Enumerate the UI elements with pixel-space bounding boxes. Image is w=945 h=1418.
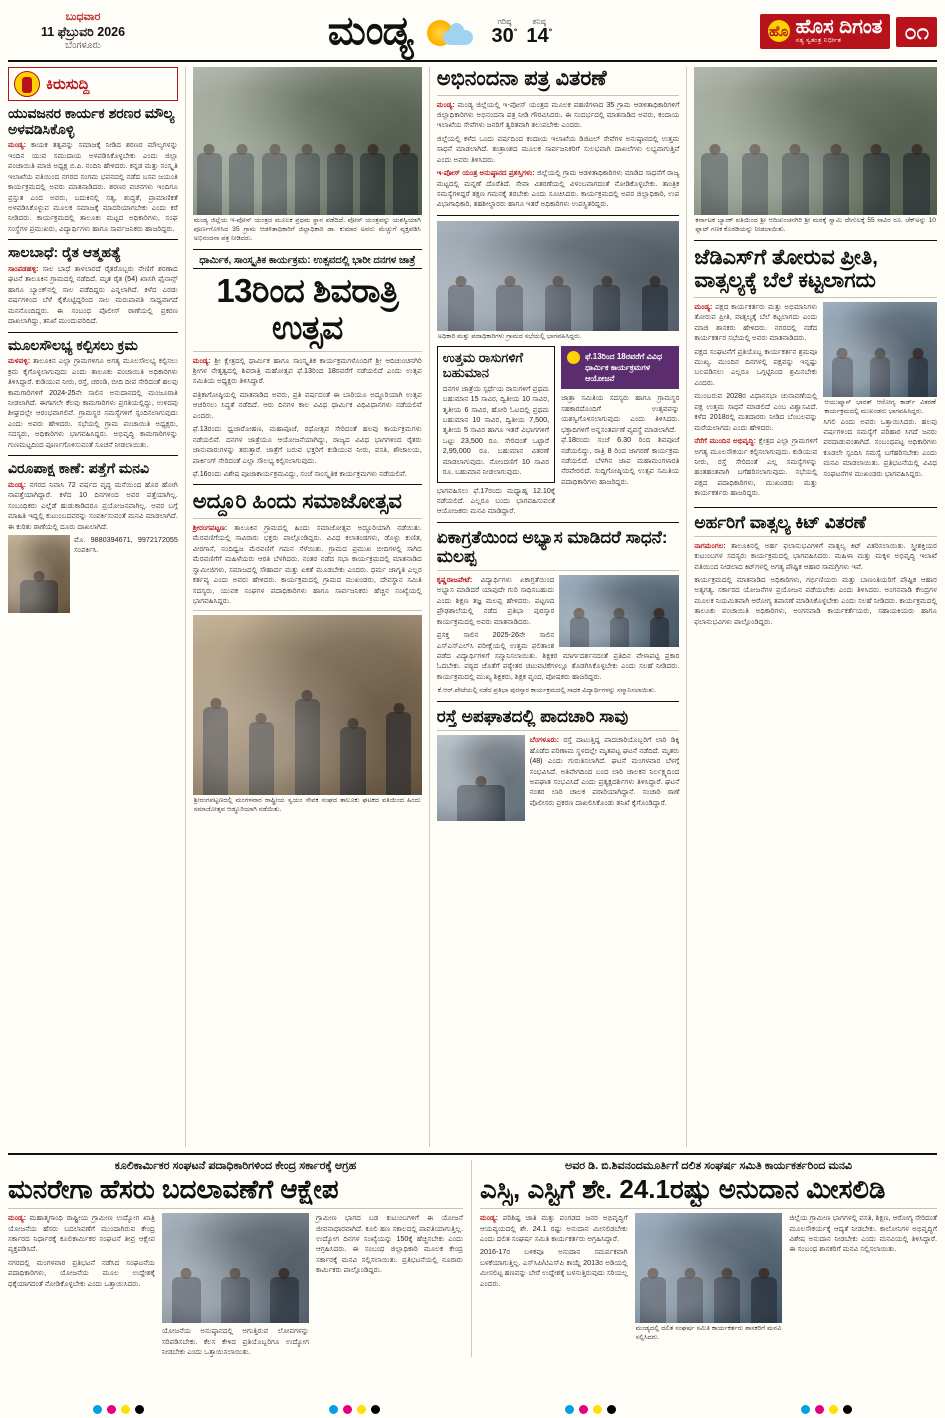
page-number: ೦೧ [896, 17, 937, 47]
brief-4-text: ನಗರದ ನಿವಾಸಿ 72 ವರ್ಷದ ವೃದ್ಧ ಮನೆಯಿಂದ ಹೊರ ಹೋಗಿ ನಾಪತ್ತೆಯಾಗಿದ್ದಾರೆ. ಕಳೆದ 10 ದಿನಗಳಿಂದ ಅವರ ಪತ್ತೆಯಾಗಿಲ್ಲ. ಸಂಬಂಧಿಕರು ಎಲ್ಲೆಡೆ ಹುಡುಕಾಡಿದರೂ ಪ್ರಯೋಜನವಾಗಿಲ್ಲ. ಅವರ ಬಗ್ಗೆ ಮಾಹಿತಿ ಇದ್ದಲ್ಲಿ ಕುಟುಂಬದವರನ್ನು ಸಂಪರ್ಕಿಸುವಂತೆ ಮನವಿ ಮಾಡಲಾಗಿದೆ. ಈ ಕುರಿತು ಠಾಣೆಯಲ್ಲಿ ದೂರು ದಾಖಲಾಗಿದೆ. [8, 479, 178, 531]
main-body-4: ಫೆ.16ರಂದು ವಿಶೇಷ ಪೂಜಾಕಾರ್ಯಕ್ರಮವಿದ್ದು, ಸಂಜೆ ಸಾಂಸ್ಕೃತಿಕ ಕಾರ್ಯಕ್ರಮಗಳು ನಡೆಯಲಿವೆ. [192, 468, 407, 478]
brand-name: ಹೊಸ ದಿಗಂತ [795, 16, 883, 38]
cloud-icon [443, 30, 473, 45]
abhinandana-headline: ಅಭಿನಂದನಾ ಪತ್ರ ವಿತರಣೆ [436, 67, 607, 90]
divider-1 [8, 239, 178, 240]
abhinandana-body-1: ಮಂಡ್ಯ ಜಿಲ್ಲೆಯಲ್ಲಿ ಇ-ಪೋಸ್ ಯಂತ್ರದ ಮೂಲಕ ಪಹಣಿಗಳಾದ 35 ಗ್ರಾಮ ಆಡಳಿತಾಧಿಕಾರಿಗಳಿಗೆ ಜಿಲ್ಲಾಧಿಕಾರಿಗಳು ಅಭಿನಂದನಾ ಪತ್ರ ನೀಡಿ ಗೌರವಿಸಿದರು. ಈ ಸಂದರ್ಭದಲ್ಲಿ ಮಾತನಾಡಿದ ಅವರು, ಕಂದಾಯ ಇಲಾಖೆಯ ಸೇವೆಗಳು ಜನರಿಗೆ ತ್ವರಿತವಾಗಿ ತಲುಪಬೇಕು ಎಂದರು. [436, 99, 680, 130]
jds-body-2: ಪಕ್ಷದ ಸಂಘಟನೆಗೆ ಪ್ರತಿಯೊಬ್ಬ ಕಾರ್ಯಕರ್ತನ ಶ್ರಮವೂ ಮುಖ್ಯ. ಮುಂದಿನ ದಿನಗಳಲ್ಲಿ ಪಕ್ಷವನ್ನು ಇನ್ನಷ್ಟು ಬಲಪಡಿಸಲು ಎಲ್ಲರೂ ಒಗ್ಗಟ್ಟಿನಿಂದ ಶ್ರಮಿಸಬೇಕು ಎಂದರು. [694, 346, 818, 387]
award-box-footer: ಭಾಗವಹಿಸಲು ಫೆ.17ರಂದು ಮಧ್ಯಾಹ್ನ 12.10ಕ್ಕೆ ನಡೆಯಲಿದೆ. ಎಲ್ಲರೂ ಬಂದು ಭಾಗವಹಿಸುವಂತೆ ಆಯೋಜಕರು ಮನವಿ ಮಾಡಿದ್ದಾರೆ. [436, 485, 556, 516]
kirusudhi-label: ಕಿರುಸುದ್ದಿ [46, 75, 90, 93]
weather-min-label: ಕನಿಷ್ಠ [532, 16, 547, 26]
nrega-overline: ಕೂಲಿಕಾರ್ಮಿಕರ ಸಂಘಟನೆ ಪದಾಧಿಕಾರಿಗಳಿಂದ ಕೇಂದ್ರ ಸರ್ಕಾರಕ್ಕೆ ಆಗ್ರಹ [114, 1160, 357, 1172]
content-columns [8, 67, 937, 1147]
brief-3-lead: ಮಳವಳ್ಳಿ: [8, 356, 31, 366]
bottom-right-story [480, 1160, 937, 1357]
brief-3-body [8, 356, 178, 450]
brief-1-body [8, 140, 178, 234]
brief-4-lead: ಮಂಡ್ಯ: [8, 479, 26, 489]
vatsalya-body [694, 541, 937, 628]
brand-logo [760, 14, 891, 49]
nrega-text-2: ನಗರದಲ್ಲಿ ಮಂಗಳವಾರ ಪ್ರತಿಭಟನೆ ನಡೆಸಿದ ಸಂಘಟನೆಯ ಪದಾಧಿಕಾರಿಗಳು, ಯೋಜನೆಯ ಮೂಲ ಉದ್ದೇಶಕ್ಕೆ ಧಕ್ಕೆಯಾಗದಂತೆ ನೋಡಿಕೊಳ್ಳಬೇಕು ಎಂದು ಒತ್ತಾಯಿಸಿದರು. [8, 1257, 155, 1288]
jds-col-1 [694, 302, 817, 502]
nrega-text-4: ಯೋಜನೆಯ ಅನುಷ್ಠಾನದಲ್ಲಿ ಆಗುತ್ತಿರುವ ಲೋಪಗಳನ್ನು ಸರಿಪಡಿಸಬೇಕು. ಕೆಲಸ ಕೇಳಿದ ಪ್ರತಿಯೊಬ್ಬರಿಗೂ ಉದ್ಯೋಗ ನೀಡಬೇಕು ಎಂದು ಒತ್ತಾಯಿಸಲಾಯಿತು. [162, 1326, 309, 1356]
adduri-headline: ಅದ್ದೂರಿ ಹಿಂದು ಸಮಾಜೋತ್ಸವ [192, 490, 402, 514]
award-box-text: ದನಗಳ ಜಾತ್ರೆಯ ಸ್ಪರ್ಧೆಯ ರಾಸುಗಳಿಗೆ ಪ್ರಥಮ ಬಹುಮಾನ 15 ಸಾವಿರ, ದ್ವಿತೀಯ 10 ಸಾವಿರ, ತೃತೀಯ 6 ಸಾವಿರ, ಹೋರಿ ಓಟದಲ್ಲಿ ಪ್ರಥಮ ಬಹುಮಾನ 10 ಸಾವಿರ, ದ್ವಿತೀಯ 7,500, ತೃತೀಯ 5 ಸಾವಿರ ಹಾಗೂ ಇತರೆ ವಿಭಾಗಗಳಿಗೆ ಒಟ್ಟು 23,500 ರೂ. ಸೇರಿದಂತೆ ಒಟ್ಟಾರೆ 2,95,000 ರೂ. ಬಹುಮಾನ ವಿತರಣೆ ಮಾಡಲಾಗುವುದು. ನೋಂದಣಿಗೆ 10 ಸಾವಿರ ರೂ. ಬಹುಮಾನ ನೀಡಲಾಗುವುದು. [442, 383, 550, 477]
masthead-center [158, 9, 722, 54]
accident-text: ರಸ್ತೆ ದಾಟುತ್ತಿದ್ದ ಪಾದಚಾರಿಯೊಬ್ಬರಿಗೆ ಲಾರಿ ಡಿಕ್ಕಿ ಹೊಡೆದ ಪರಿಣಾಮ ಸ್ಥಳದಲ್ಲೇ ಮೃತಪಟ್ಟ ಘಟನೆ ನಡೆದಿದೆ. ಮೃತರು (48) ಎಂದು ಗುರುತಿಸಲಾಗಿದೆ. ಘಟನೆ ಮಂಗಳವಾರ ಬೆಳಗ್ಗೆ ಸಂಭವಿಸಿದೆ. ಅತಿವೇಗದಿಂದ ಬಂದ ಲಾರಿ ಚಾಲಕನ ನಿರ್ಲಕ್ಷ್ಯದಿಂದ ಅಪಘಾತ ಸಂಭವಿಸಿದೆ ಎಂದು ಪ್ರತ್ಯಕ್ಷದರ್ಶಿಗಳು ತಿಳಿಸಿದ್ದಾರೆ. ಘಟನೆ ನಂತರ ಲಾರಿ ಚಾಲಕ ಪರಾರಿಯಾಗಿದ್ದಾನೆ. ಸಂಚಾರಿ ಠಾಣೆ ಪೊಲೀಸರು ಪ್ರಕರಣ ದಾಖಲಿಸಿಕೊಂಡು ತನಿಖೆ ಕೈಗೊಂಡಿದ್ದಾರೆ. [529, 735, 680, 807]
main-lead: ಮಂಡ್ಯ: [192, 355, 211, 365]
accident-lead: ಬೆಂಗಳೂರು: [529, 735, 560, 745]
nrega-photo [162, 1213, 309, 1323]
brand-tagline: ಸತ್ಯ ಸ್ವತಂತ್ರ ನಿರ್ಭೀತ [795, 37, 842, 44]
divider-17 [694, 507, 937, 508]
vatsalya-headline: ಅರ್ಹರಿಗೆ ವಾತ್ಸಲ್ಯ ಕಿಟ್ ವಿತರಣೆ [694, 512, 867, 532]
divider-20 [480, 1208, 937, 1209]
nrega-col-1 [8, 1213, 155, 1357]
brief-1-text: ಕಾಯಕ ತತ್ವವನ್ನು ಸಮಾಜಕ್ಕೆ ನೀಡಿದ ಶರಣರ ಮೌಲ್ಯಗಳನ್ನು ಇಂದಿನ ಯುವ ಸಮುದಾಯ ಅಳವಡಿಸಿಕೊಳ್ಳಬೇಕು ಎಂದು ಜಿಲ್ಲಾ ಪಂಚಾಯಿತಿ ಮಾಜಿ ಅಧ್ಯಕ್ಷ ಬಿ.ಪಿ. ನಂದಿನಿ ಹೇಳಿದರು. ಕನ್ನಡ ಮತ್ತು ಸಂಸ್ಕೃತಿ ಇಲಾಖೆಯ ವತಿಯಿಂದ ನಗರದ ಸಂಗಮ ಭವನದಲ್ಲಿ ನಡೆದ ಬಸವ ಜಯಂತಿ ಕಾರ್ಯಕ್ರಮದಲ್ಲಿ ಅವರು ಮಾತನಾಡಿದರು. ಶರಣರ ವಚನಗಳು ಇಂದಿಗೂ ಪ್ರಸ್ತುತ ಎಂದ ಅವರು, ಬದುಕಿನಲ್ಲಿ ಸತ್ಯ, ಶುದ್ಧತೆ, ಪ್ರಾಮಾಣಿಕತೆ ಅಳವಡಿಸಿಕೊಳ್ಳುವ ಮೂಲಕ ಸಮಾಜಕ್ಕೆ ಮಾದರಿಯಾಗಬೇಕು ಎಂದು ಕರೆ ನೀಡಿದರು. ಕಾರ್ಯಕ್ರಮದಲ್ಲಿ ತಾಲೂಕು ಮಟ್ಟದ ಅಧಿಕಾರಿಗಳು, ಸಂಘ ಸಂಸ್ಥೆಗಳ ಪ್ರಮುಖರು, ವಿದ್ಯಾರ್ಥಿಗಳು ಹಾಗೂ ಸಾರ್ವಜನಿಕರು ಹಾಜರಿದ್ದರು. [8, 140, 178, 233]
scst-photo [635, 1213, 783, 1323]
divider-10 [437, 215, 680, 216]
brief-3-headline: ಮೂಲಸೌಲಭ್ಯ ಕಲ್ಪಿಸಲು ಕ್ರಮ [8, 336, 138, 353]
column-rule-4 [471, 1160, 472, 1357]
scst-col-2 [635, 1213, 783, 1343]
main-right-col-1: ಜಾತ್ರಾ ಸಮಿತಿಯ ಸದಸ್ಯರು ಹಾಗೂ ಗ್ರಾಮಸ್ಥರ ಸಹಕಾರದೊಂದಿಗೆ ಉತ್ಸವವನ್ನು ಯಶಸ್ವಿಗೊಳಿಸಲಾಗುವುದು ಎಂದು ತಿಳಿಸಿದರು. ಭಕ್ತಾದಿಗಳಿಗೆ ಅನ್ನಸಂತರ್ಪಣೆ ವ್ಯವಸ್ಥೆ ಮಾಡಲಾಗಿದೆ. [561, 393, 680, 434]
divider-15 [694, 240, 937, 241]
weather-min-value: 14 [526, 24, 549, 47]
weather-min [526, 18, 552, 46]
jds-body-1: ಪಕ್ಷದ ಕಾರ್ಯಕರ್ತರು ಮತ್ತು ಅಭಿಮಾನಿಗಳು ತೋರುವ ಪ್ರೀತಿ, ವಾತ್ಸಲ್ಯಕ್ಕೆ ಬೆಲೆ ಕಟ್ಟಲಾಗದು ಎಂದು ಮಾಜಿ ಶಾಸಕರು ಹೇಳಿದರು. ನಗರದಲ್ಲಿ ನಡೆದ ಕಾರ್ಯಕರ್ತರ ಸಭೆಯಲ್ಲಿ ಅವರು ಮಾತನಾಡಿದರು. [694, 301, 818, 343]
main-story-lower [437, 346, 680, 517]
jds-photo-caption: ಆಯುಷ್ಮಾನ್ ಭಾರತ್ ಆರೋಗ್ಯ ಕಾರ್ಡ್ ವಿತರಣೆ ಕಾರ್ಯಕ್ರಮದಲ್ಲಿ ಮುಖಂಡರು ಭಾಗವಹಿಸಿದ್ದರು. [824, 398, 936, 415]
weather-max-value: 30 [491, 24, 514, 47]
nrega-col-3 [316, 1213, 463, 1357]
divider-4 [193, 249, 422, 250]
brand-mark-icon: ಹೊ [768, 20, 790, 42]
kirusudhi-header [8, 67, 178, 101]
divider-9 [437, 95, 680, 96]
award-box [437, 346, 555, 483]
ekagrate-text-1: ವಿದ್ಯಾರ್ಥಿಗಳು ಏಕಾಗ್ರತೆಯಿಂದ ಅಭ್ಯಾಸ ಮಾಡಿದರೆ ಯಾವುದೇ ಗುರಿ ಸಾಧಿಸಬಹುದು ಎಂದು ಶಿಕ್ಷಣ ತಜ್ಞ ಮಲಪ್ಪ ಹೇಳಿದರು. ಪಟ್ಟಣದ ಪ್ರೌಢಶಾಲೆಯಲ್ಲಿ ನಡೆದ ಪ್ರತಿಭಾ ಪುರಸ್ಕಾರ ಕಾರ್ಯಕ್ರಮದಲ್ಲಿ ಅವರು ಮಾತನಾಡಿದರು. [436, 574, 555, 626]
brief-4-phone: ಮೊ. 9880394671, 9972172055 ಸಂಪರ್ಕಿಸಿ. [74, 535, 178, 555]
scst-lead: ಮಂಡ್ಯ: [480, 1213, 498, 1223]
brief-3-text: ತಾಲೂಕಿನ ಎಲ್ಲಾ ಗ್ರಾಮಗಳಿಗೂ ಅಗತ್ಯ ಮೂಲಸೌಲಭ್ಯ ಕಲ್ಪಿಸಲು ಕ್ರಮ ಕೈಗೊಳ್ಳಲಾಗುವುದು ಎಂದು ತಾಲೂಕು ಪಂಚಾಯಿತಿ ಅಧಿಕಾರಿಗಳು ತಿಳಿಸಿದ್ದಾರೆ. ಕುಡಿಯುವ ನೀರು, ರಸ್ತೆ, ಚರಂಡಿ, ಬೀದಿ ದೀಪ ಸೇರಿದಂತೆ ಹಲವು ಕಾಮಗಾರಿಗಳಿಗೆ 2024-25ನೇ ಸಾಲಿನ ಅನುದಾನದಲ್ಲಿ ಮಂಜೂರಾತಿ ನೀಡಲಾಗಿದೆ. ಈಗಾಗಲೇ ಕೆಲವು ಕಾಮಗಾರಿಗಳು ಪ್ರಗತಿಯಲ್ಲಿದ್ದು, ಉಳಿದವು ಶೀಘ್ರದಲ್ಲೇ ಆರಂಭವಾಗಲಿವೆ. ಗ್ರಾಮಸ್ಥರ ಸಮಸ್ಯೆಗಳಿಗೆ ಸ್ಪಂದಿಸಲಾಗುವುದು ಎಂದು ಅವರು ಹೇಳಿದರು. ಸಭೆಯಲ್ಲಿ ಗ್ರಾಮ ಪಂಚಾಯಿತಿ ಅಧ್ಯಕ್ಷರು, ಸದಸ್ಯರು, ಅಧಿಕಾರಿಗಳು ಭಾಗವಹಿಸಿದ್ದರು. ಅಭಿವೃದ್ಧಿ ಕಾಮಗಾರಿಗಳನ್ನು ಗುಣಮಟ್ಟದಿಂದ ಪೂರ್ಣಗೊಳಿಸುವಂತೆ ಸೂಚನೆ ನೀಡಲಾಯಿತು. [8, 356, 178, 449]
main-story-photo [437, 221, 680, 331]
main-body-3: ಫೆ.13ರಂದು ಧ್ವಜಾರೋಹಣ, ಮಹಾಪೂಜೆ, ರಥೋತ್ಸವ ಸೇರಿದಂತೆ ಹಲವು ಕಾರ್ಯಕ್ರಮಗಳು ನಡೆಯಲಿವೆ. ದನಗಳ ಜಾತ್ರೆಯೂ ಆಯೋಜನೆಯಾಗಿದ್ದು, ರಾಜ್ಯದ ವಿವಿಧ ಭಾಗಗಳಿಂದ ರೈತರು ಜಾನುವಾರುಗಳನ್ನು ತರುತ್ತಾರೆ. ಜಾತ್ರೆಗೆ ಬರುವ ಭಕ್ತರಿಗೆ ಕುಡಿಯುವ ನೀರು, ವಸತಿ, ಶೌಚಾಲಯ, ಪಾರ್ಕಿಂಗ್ ಸೇರಿದಂತೆ ಎಲ್ಲಾ ಸೌಲಭ್ಯ ಕಲ್ಪಿಸಲಾಗುವುದು. [192, 424, 422, 465]
scst-text-1: ಪರಿಶಿಷ್ಟ ಜಾತಿ ಮತ್ತು ಪಂಗಡದ ಜನರ ಅಭಿವೃದ್ಧಿಗೆ ಆಯವ್ಯಯದಲ್ಲಿ ಶೇ. 24.1 ರಷ್ಟು ಅನುದಾನ ಮೀಸಲಿಡಬೇಕು ಎಂದು ದಲಿತ ಸಂಘರ್ಷ ಸಮಿತಿ ಕಾರ್ಯಕರ್ತರು ಆಗ್ರಹಿಸಿದ್ದಾರೆ. [480, 1213, 628, 1243]
divider-7 [193, 518, 422, 519]
brief-2-lead: ಸಾಂಪಡಹಳ್ಳಿ: [8, 263, 39, 273]
vatsalya-lead: ನಾಗಮಂಗಲ: [694, 540, 726, 550]
divider-19 [8, 1208, 463, 1209]
brief-1-headline: ಯುವಜನರ ಕಾರ್ಯಕ ಶರಣರ ಮೌಲ್ಯ ಅಳವಡಿಸಿಕೊಳ್ಳಿ [8, 105, 175, 137]
bottom-left-story [8, 1160, 463, 1357]
scst-body-wrap [480, 1213, 937, 1343]
brief-2-headline: ಸಾಲಬಾಧೆ: ರೈತ ಆತ್ಮಹತ್ಯೆ [8, 244, 122, 261]
ekagrate-headline: ಏಕಾಗ್ರತೆಯಿಂದ ಅಭ್ಯಾಸ ಮಾಡಿದರೆ ಸಾಧನೆ: ಮಲಪ್ಪ [436, 527, 668, 566]
column-two [193, 67, 422, 1147]
nrega-headline: ಮನರೇಗಾ ಹೆಸರು ಬದಲಾವಣೆಗೆ ಆಕ್ಷೇಪ [8, 1174, 339, 1204]
main-kicker: ಧಾರ್ಮಿಕ, ಸಾಂಸ್ಕೃತಿಕ ಕಾರ್ಯಕ್ರಮ: ಉತ್ಸವದಲ್ಲಿ ಭಾರೀ ದನಗಳ ಜಾತ್ರೆ [193, 255, 422, 269]
jds-photo [823, 302, 937, 397]
bullet-icon [567, 351, 580, 364]
ekagrate-photo-caption: ಕೆ.ಆರ್.ಪೇಟೆಯಲ್ಲಿ ನಡೆದ ಪ್ರತಿಭಾ ಪುರಸ್ಕಾರ ಕಾರ್ಯಕ್ರಮದಲ್ಲಿ ಸಾಧಕ ವಿದ್ಯಾರ್ಥಿಗಳನ್ನು ಸನ್ಮಾನಿಸಲಾಯಿತು. [437, 687, 656, 695]
bottom-section [8, 1153, 937, 1357]
brief-4-photo [8, 535, 70, 613]
jds-sub: ನೆರೆಗೆ ಮುಂದಿನ ಅಭಿವೃದ್ಧಿ: [694, 436, 757, 446]
weather-max [492, 18, 518, 46]
adduri-lead: ಶ್ರೀರಂಗಪಟ್ಟಣ: [192, 522, 228, 532]
scst-photo-caption: ಮಂಡ್ಯದಲ್ಲಿ ದಲಿತ ಸಂಘರ್ಷ ಸಮಿತಿ ಕಾರ್ಯಕರ್ತರು ಶಾಸಕರಿಗೆ ಮನವಿ ಸಲ್ಲಿಸಿದರು. [635, 1325, 782, 1341]
dot-group-1 [93, 1405, 144, 1414]
masthead-city: ಬೆಂಗಳೂರು [65, 40, 101, 52]
dot-group-2 [329, 1405, 380, 1414]
weather-max-label: ಗರಿಷ್ಠ [497, 16, 512, 26]
dot-group-3 [565, 1405, 616, 1414]
jds-headline: ಜೆಡಿಎಸ್‌ಗೆ ತೋರುವ ಪ್ರೀತಿ, ವಾತ್ಸಲ್ಯಕ್ಕೆ ಬೆಲೆ ಕಟ್ಟಲಾಗದು [694, 245, 878, 293]
highlight-box [561, 346, 679, 390]
column-three [437, 67, 680, 1147]
scst-text-3: ಜಿಲ್ಲೆಯ ಗ್ರಾಮೀಣ ಭಾಗಗಳಲ್ಲಿ ವಸತಿ, ಶಿಕ್ಷಣ, ಆರೋಗ್ಯ ಸೇರಿದಂತೆ ಮೂಲಸೌಕರ್ಯಕ್ಕೆ ಆದ್ಯತೆ ನೀಡಬೇಕು. ಕಾಲೋನಿಗಳ ಅಭಿವೃದ್ಧಿಗೆ ವಿಶೇಷ ಅನುದಾನ ನೀಡಬೇಕು ಎಂದು ಮನವಿಯಲ್ಲಿ ತಿಳಿಸಿದ್ದಾರೆ. ಈ ಸಂಬಂಧ ಶಾಸಕರಿಗೆ ಮನವಿ ಸಲ್ಲಿಸಲಾಯಿತು. [789, 1213, 938, 1254]
brief-2-body [8, 264, 178, 327]
weather-widget [427, 18, 553, 46]
divider-16 [694, 297, 937, 298]
nrega-col-2 [162, 1213, 309, 1357]
vatsalya-text-2: ಕಾರ್ಯಕ್ರಮದಲ್ಲಿ ಮಾತನಾಡಿದ ಅಧಿಕಾರಿಗಳು, ಗರ್ಭಿಣಿಯರು ಮತ್ತು ಬಾಣಂತಿಯರಿಗೆ ಪೌಷ್ಟಿಕ ಆಹಾರ ಅತ್ಯಗತ್ಯ. ಸರ್ಕಾರದ ಯೋಜನೆಗಳ ಪ್ರಯೋಜನ ಪಡೆಯಬೇಕು ಎಂದು ತಿಳಿಸಿದರು. ಅಂಗನವಾಡಿ ಕೇಂದ್ರಗಳ ಮೂಲಕ ನಿಯಮಿತವಾಗಿ ಆರೋಗ್ಯ ತಪಾಸಣೆ ಮಾಡಿಸಿಕೊಳ್ಳಬೇಕು ಎಂದು ಸಲಹೆ ನೀಡಿದರು. ಕಾರ್ಯಕ್ರಮದಲ್ಲಿ ತಾಲೂಕು ಪಂಚಾಯಿತಿ ಅಧಿಕಾರಿಗಳು, ಅಂಗನವಾಡಿ ಕಾರ್ಯಕರ್ತೆಯರು, ಸಹಾಯಕಿಯರು ಹಾಗೂ ಫಲಾನುಭವಿಗಳು ಪಾಲ್ಗೊಂಡಿದ್ದರು. [694, 575, 937, 626]
divider-11 [437, 522, 680, 523]
column-rule-2 [429, 67, 430, 1147]
bank-donation-caption: ಕರ್ನಾಟಕ ಬ್ಯಾಂಕ್ ವತಿಯಿಂದ ಶ್ರೀ ಆದಿಚುಂಚನಗಿರಿ ಶ್ರೀ ಮಠಕ್ಕೆ ಸ್ವಾಮಿ ದೇಗುಲಕ್ಕೆ 55 ಸಾವಿರ ರೂ. ಚೆಕ್‌ಅನ್ನು 10 ಫ್ಲಾಟ್ ಗಣಕ ಕೊಠಡಿಯನ್ನು ನೀಡಲಾಯಿತು. [695, 217, 936, 233]
scst-headline: ಎಸ್ಸಿ, ಎಸ್ಟಿಗೆ ಶೇ. 24.1ರಷ್ಟು ಅನುದಾನ ಮೀಸಲಿಡಿ [480, 1174, 886, 1204]
abhinandana-body [437, 100, 680, 210]
main-body-1: ಶ್ರೀ ಕ್ಷೇತ್ರದಲ್ಲಿ ಧಾರ್ಮಿಕ ಹಾಗೂ ಸಾಂಸ್ಕೃತಿಕ ಕಾರ್ಯಕ್ರಮಗಳೊಂದಿಗೆ ಶ್ರೀ ಆದಿಚುಂಚನಗಿರಿ ಶ್ರೀಗಳ ನೇತೃತ್ವದಲ್ಲಿ ಶಿವರಾತ್ರಿ ಮಹೋತ್ಸವ ಫೆ.13ರಿಂದ 18ರವರೆಗೆ ನಡೆಯಲಿದೆ ಎಂದು ಉತ್ಸವ ಸಮಿತಿಯ ಅಧ್ಯಕ್ಷರು ತಿಳಿಸಿದ್ದಾರೆ. [192, 355, 422, 386]
divider-13 [437, 701, 680, 702]
nrega-lead: ಮಂಡ್ಯ: [8, 1213, 26, 1223]
abhinandana-body-3: ಜಿಲ್ಲೆಯಲ್ಲಿ ಗ್ರಾಮ ಆಡಳಿತಾಧಿಕಾರಿಗಳು ಮಾಡಿದ ಸಾಧನೆಗೆ ರಾಜ್ಯ ಮಟ್ಟದಲ್ಲಿ ಮನ್ನಣೆ ದೊರೆತಿದೆ. ಸೇವಾ ವಿತರಣೆಯಲ್ಲಿ ವಿಳಂಬವಾಗದಂತೆ ನೋಡಿಕೊಳ್ಳಬೇಕು. ತಾಂತ್ರಿಕ ಸಮಸ್ಯೆಗಳಿದ್ದರೆ ತಕ್ಷಣ ಗಮನಕ್ಕೆ ತರಬೇಕು ಎಂದು ಸೂಚಿಸಿದರು. ಕಾರ್ಯಕ್ರಮದಲ್ಲಿ ಅಪರ ಜಿಲ್ಲಾಧಿಕಾರಿ, ಉಪ ವಿಭಾಗಾಧಿಕಾರಿ, ತಹಶೀಲ್ದಾರರು ಹಾಗೂ ಇತರೆ ಅಧಿಕಾರಿಗಳು ಉಪಸ್ಥಿತರಿದ್ದರು. [436, 168, 680, 209]
ekagrate-lead: ಕೃಷ್ಣರಾಜಪೇಟೆ: [436, 574, 473, 584]
column-rule-3 [686, 67, 687, 1147]
bank-donation-photo [694, 67, 937, 215]
abhinandana-photo [193, 67, 422, 215]
samajotsava-photo [193, 615, 422, 795]
jds-lead: ಮಂಡ್ಯ: [694, 301, 713, 311]
scst-overline: ಅವರ ಡಿ. ಬಿ.ಶಿವನಂದಮೂರ್ತಿಗೆ ದಲಿತ ಸಂಘರ್ಷ ಸಮಿತಿ ಕಾರ್ಯಕರ್ತರಿಂದ ಮನವಿ [564, 1160, 853, 1172]
jds-col-2 [823, 302, 937, 502]
adduri-text: ತಾಲೂಕಿನ ಗ್ರಾಮದಲ್ಲಿ ಹಿಂದು ಸಮಾಜೋತ್ಸವ ಅದ್ದೂರಿಯಾಗಿ ನಡೆಯಿತು. ಮೆರವಣಿಗೆಯಲ್ಲಿ ಸಾವಿರಾರು ಭಕ್ತರು ಪಾಲ್ಗೊಂಡಿದ್ದರು. ವಿವಿಧ ಕಲಾತಂಡಗಳು, ಡೊಳ್ಳು ಕುಣಿತ, ವೀರಗಾಸೆ, ನಂದಿಧ್ವಜ ಮೆರವಣಿಗೆ ಗಮನ ಸೆಳೆಯಿತು. ಗ್ರಾಮದ ಪ್ರಮುಖ ಬೀದಿಗಳಲ್ಲಿ ಸಾಗಿದ ಮೆರವಣಿಗೆಗೆ ಮಹಿಳೆಯರು ಆರತಿ ಬೆಳಗಿದರು. ನಂತರ ನಡೆದ ಸಭಾ ಕಾರ್ಯಕ್ರಮದಲ್ಲಿ ಮಾತನಾಡಿದ ಸ್ವಾಮೀಜಿಗಳು, ಸಮಾಜದಲ್ಲಿ ಸೌಹಾರ್ದ ಮತ್ತು ಏಕತೆ ಮೂಡಬೇಕು ಎಂದರು. ಧರ್ಮ ಜಾಗೃತಿ ಎಲ್ಲರ ಕರ್ತವ್ಯ ಎಂದು ಅವರು ಹೇಳಿದರು. ಕಾರ್ಯಕ್ರಮದಲ್ಲಿ ಗ್ರಾಮದ ಮುಖಂಡರು, ದೇವಸ್ಥಾನ ಸಮಿತಿ ಸದಸ್ಯರು, ಯುವಕ ಸಂಘಗಳ ಪದಾಧಿಕಾರಿಗಳು ಹಾಗೂ ಸಾರ್ವಜನಿಕರು ಹೆಚ್ಚಿನ ಸಂಖ್ಯೆಯಲ್ಲಿ ಭಾಗವಹಿಸಿದ್ದರು. [192, 522, 422, 605]
brief-4-headline: ವಿರೂಪಾಕ್ಷ ಕಾಣೆ: ಪತ್ತೆಗೆ ಮನವಿ [8, 460, 150, 477]
scst-col-1 [480, 1213, 628, 1343]
masthead [8, 6, 937, 62]
brief-2-text: ಸಾಲ ಬಾಧೆ ತಾಳಲಾರದೆ ರೈತರೊಬ್ಬರು ನೇಣಿಗೆ ಶರಣಾದ ಘಟನೆ ತಾಲೂಕಿನ ಗ್ರಾಮದಲ್ಲಿ ನಡೆದಿದೆ. ಮೃತ ರೈತ (54) ಖಾಸಗಿ ಫೈನಾನ್ಸ್ ಹಾಗೂ ಬ್ಯಾಂಕ್‌ನಲ್ಲಿ ಸಾಲ ಪಡೆದಿದ್ದರು ಎನ್ನಲಾಗಿದೆ. ಕಳೆದ ಎರಡು ವರ್ಷಗಳಿಂದ ಬೆಳೆ ಕೈಕೊಟ್ಟಿದ್ದರಿಂದ ಸಾಲ ಮರುಪಾವತಿ ಸಾಧ್ಯವಾಗದೆ ಮನನೊಂದಿದ್ದರು. ಈ ಸಂಬಂಧ ಪೊಲೀಸ್ ಠಾಣೆಯಲ್ಲಿ ಪ್ರಕರಣ ದಾಖಲಾಗಿದ್ದು, ತನಿಖೆ ಮುಂದುವರಿದಿದೆ. [8, 263, 178, 326]
column-rule-1 [185, 67, 186, 1147]
divider-14 [437, 730, 680, 731]
page-title: ಮಂಡ್ಯ [327, 9, 413, 53]
scst-col-3 [789, 1213, 937, 1343]
microphone-icon [14, 71, 40, 97]
jds-body-wrap [694, 302, 937, 502]
adduri-body [193, 523, 422, 607]
vatsalya-text-1: ತಾಲೂಕಿನಲ್ಲಿ ಅರ್ಹ ಫಲಾನುಭವಿಗಳಿಗೆ ವಾತ್ಸಲ್ಯ ಕಿಟ್ ವಿತರಿಸಲಾಯಿತು. ಸ್ತ್ರೀಶಕ್ತಿಯರ ಕುಟುಂಬಗಳ ಸದಸ್ಯರು ಕಾರ್ಯಕ್ರಮದಲ್ಲಿ ಭಾಗವಹಿಸಿದರು. ಮಹಿಳಾ ಮತ್ತು ಮಕ್ಕಳ ಅಭಿವೃದ್ಧಿ ಇಲಾಖೆ ವತಿಯಿಂದ ನೀಡಲಾದ ಕಿಟ್‌ಗಳಲ್ಲಿ ಅಗತ್ಯ ಪೌಷ್ಟಿಕ ಆಹಾರ ಸಾಮಗ್ರಿಗಳು ಇವೆ. [694, 540, 937, 571]
registration-dots [0, 1405, 945, 1414]
divider-18 [694, 536, 937, 537]
purple-box-wrap [561, 346, 679, 517]
accident-headline: ರಸ್ತೆ ಅಪಘಾತದಲ್ಲಿ ಪಾದಚಾರಿ ಸಾವು [436, 707, 629, 727]
main-headline: 13ರಿಂದ ಶಿವರಾತ್ರಿ ಉತ್ಸವ [216, 271, 399, 346]
column-four [694, 67, 937, 1147]
main-body-2: ಪತ್ರಿಕಾಗೋಷ್ಠಿಯಲ್ಲಿ ಮಾತನಾಡಿದ ಅವರು, ಪ್ರತಿ ವರ್ಷದಂತೆ ಈ ಬಾರಿಯೂ ಅದ್ಧೂರಿಯಾಗಿ ಉತ್ಸವ ಆಚರಿಸಲು ಸಿದ್ಧತೆ ನಡೆದಿದೆ. ಆರು ದಿನಗಳ ಕಾಲ ವಿವಿಧ ಧಾರ್ಮಿಕ ವಿಧಿವಿಧಾನಗಳು ನಡೆಯಲಿವೆ ಎಂದರು. [192, 389, 422, 420]
award-box-title: ಉತ್ತಮ ರಾಸುಗಳಿಗೆ ಬಹುಮಾನ [442, 349, 523, 380]
abhinandana-lead: ಮಂಡ್ಯ: [436, 99, 455, 109]
jds-body-3: ಮುಂಬರುವ 2028ರ ವಿಧಾನಸಭಾ ಚುನಾವಣೆಯಲ್ಲಿ ಪಕ್ಷ ಉತ್ತಮ ಸಾಧನೆ ಮಾಡಲಿದೆ ಎಂಬ ವಿಶ್ವಾಸವಿದೆ. ಕಳೆದ 2018ರಲ್ಲಿ ಮತದಾರರು ನೀಡಿದ ಬೆಂಬಲವನ್ನು ಮರೆಯಲಾಗದು ಎಂದು ಹೇಳಿದರು. [694, 391, 818, 432]
scst-text-2: 2016-17ರ ಬಳಿಕವೂ ಅನುದಾನ ಸಮರ್ಪಕವಾಗಿ ಬಳಕೆಯಾಗುತ್ತಿಲ್ಲ. ಎಸ್‌ಸಿಪಿ/ಟಿಎಸ್‌ಪಿ ಕಾಯ್ದೆ 2013ರ ಅಡಿಯಲ್ಲಿ ಮೀಸಲಿಟ್ಟ ಹಣವನ್ನು ಬೇರೆ ಉದ್ದೇಶಕ್ಕೆ ಬಳಸುತ್ತಿರುವುದು ಸರಿಯಲ್ಲ ಎಂದರು. [480, 1247, 628, 1288]
divider-5 [193, 351, 422, 352]
divider-2 [8, 332, 178, 333]
jds-extra-text: ಸಿಗಲಿ ಎಂದು ಅವರು ಒತ್ತಾಯಿಸಿದರು. ಹಲವು ವರ್ಷಗಳಿಂದ ಸಮಸ್ಯೆಗೆ ಪರಿಹಾರ ಸಿಗದೆ ಜನರು ಪರದಾಡುವಂತಾಗಿದೆ. ಸಂಬಂಧಪಟ್ಟ ಅಧಿಕಾರಿಗಳು ಕೂಡಲೇ ಸ್ಪಂದಿಸಿ ಸಮಸ್ಯೆ ಬಗೆಹರಿಸಬೇಕು ಎಂದು ಮನವಿ ಮಾಡಲಾಯಿತು. ಪ್ರತಿಭಟನೆಯಲ್ಲಿ ವಿವಿಧ ಸಂಘಟನೆಗಳ ಮುಖಂಡರು ಭಾಗವಹಿಸಿದ್ದರು. [823, 416, 937, 478]
main-body-col1 [193, 356, 422, 480]
nrega-body-wrap [8, 1213, 463, 1357]
abhinandana-sub: ಇ-ಪೋಸ್ ಯಂತ್ರ ಅನುಷ್ಠಾನದ ಪ್ರಶಸ್ತಿಗಳು: [436, 168, 535, 178]
divider-8 [193, 610, 422, 611]
abhinandana-photo-caption: ಮಂಡ್ಯ ಜಿಲ್ಲೆಯ ಇ-ಪೋಸ್ ಯಂತ್ರದ ಮೂಲಕ ಪ್ರಥಮ ಸ್ಥಾನ ಪಡೆದಿದೆ. ಪೋಸ್ ಯಂತ್ರವನ್ನು ಯಶಸ್ವಿಯಾಗಿ ಪೂರ್ಣಗೊಳಿಸಿದ 35 ಗ್ರಾಮ ಆಡಳಿತಾಧಿಕಾರಿಗೆ ಜಿಲ್ಲಾಧಿಕಾರಿ ಡಾ. ಕುಮಾರ ಅವರು ಮೆಚ್ಚುಗೆ ವ್ಯಕ್ತಪಡಿಸಿ ಅಭಿನಂದನಾ ಪತ್ರ ನೀಡಿದರು. [193, 217, 421, 242]
masthead-date-block [8, 11, 158, 52]
nrega-text-1: ಮಹಾತ್ಮಗಾಂಧಿ ರಾಷ್ಟ್ರೀಯ ಗ್ರಾಮೀಣ ಉದ್ಯೋಗ ಖಾತ್ರಿ ಯೋಜನೆಯ ಹೆಸರು ಬದಲಾವಣೆಗೆ ಮುಂದಾಗಿರುವ ಕೇಂದ್ರ ಸರ್ಕಾರದ ನಿರ್ಧಾರಕ್ಕೆ ಕೂಲಿಕಾರ್ಮಿಕರ ಸಂಘಟನೆ ತೀವ್ರ ಆಕ್ಷೇಪ ವ್ಯಕ್ತಪಡಿಸಿದೆ. [8, 1213, 155, 1254]
nrega-text-3: ಗ್ರಾಮೀಣ ಭಾಗದ ಬಡ ಕುಟುಂಬಗಳಿಗೆ ಈ ಯೋಜನೆ ಜೀವನಾಧಾರವಾಗಿದೆ. ಕೂಲಿ ಹಣ ಸಕಾಲದಲ್ಲಿ ಪಾವತಿಯಾಗುತ್ತಿಲ್ಲ. ಉದ್ಯೋಗ ದಿನಗಳ ಸಂಖ್ಯೆಯನ್ನು 150ಕ್ಕೆ ಹೆಚ್ಚಿಸಬೇಕು ಎಂದು ಆಗ್ರಹಿಸಿದರು. ಈ ಸಂಬಂಧ ಜಿಲ್ಲಾಧಿಕಾರಿ ಮೂಲಕ ಕೇಂದ್ರ ಸರ್ಕಾರಕ್ಕೆ ಮನವಿ ಸಲ್ಲಿಸಲಾಯಿತು. ಪ್ರತಿಭಟನೆಯಲ್ಲಿ ನೂರಾರು ಕಾರ್ಮಿಕರು ಪಾಲ್ಗೊಂಡಿದ್ದರು. [316, 1213, 463, 1275]
highlight-box-text: ಫೆ.13ರಿಂದ 18ರವರೆಗೆ ವಿವಿಧ ಧಾರ್ಮಿಕ ಕಾರ್ಯಕ್ರಮಗಳ ಆಯೋಜನೆ [585, 351, 662, 384]
divider-12 [437, 570, 680, 571]
degree-symbol-2: ° [548, 25, 553, 36]
samajotsava-photo-caption: ಶ್ರೀರಂಗಪಟ್ಟಣದಲ್ಲಿ ಮಂಗಳವಾರ ರಾಷ್ಟ್ರೀಯ ಸ್ವಯಂ ಸೇವಕ ಸಂಘದ ತಾಲೂಕು ಘಟಕದ ವತಿಯಿಂದ ಹಿಂದು ಸಮಾಜೋತ್ಸವ ಆಡ್ಡೂರಿಯಾಗಿ ನಡೆಯಿತು. [193, 797, 421, 814]
masthead-brand [722, 14, 937, 49]
brief-1-lead: ಮಂಡ್ಯ: [8, 140, 26, 150]
dot-group-4 [801, 1405, 852, 1414]
degree-symbol: ° [513, 25, 518, 36]
masthead-day: ಬುಧವಾರ [65, 10, 101, 23]
column-kirusudhi [8, 67, 178, 1147]
masthead-date: 11 ಫೆಬ್ರುವರಿ 2026 [40, 24, 126, 39]
main-story-photo-caption: ಅಧಿಕಾರಿ ಮತ್ತು ಪದಾಧಿಕಾರಿಗಳು ಗ್ರಾಮದ ಸಭೆಯಲ್ಲಿ ಭಾಗವಹಿಸಿದ್ದರು. [437, 332, 582, 340]
main-right-col-2: ಫೆ.18ರಂದು ಸಂಜೆ 6.30 ರಿಂದ ಶಿವಪೂಜೆ ನಡೆಯಲಿದ್ದು, ರಾತ್ರಿ 8 ರಿಂದ ಜಾಗರಣೆ ಕಾರ್ಯಕ್ರಮ ನಡೆಯಲಿದೆ. ಬೆಳಗಿನ ಜಾವ ಮಹಾಮಂಗಳಾರತಿ ನೆರವೇರಲಿದೆ. ಸುದ್ದಿಗೋಷ್ಠಿಯಲ್ಲಿ ಉತ್ಸವ ಸಮಿತಿಯ ಪದಾಧಿಕಾರಿಗಳು ಹಾಜರಿದ್ದರು. [561, 435, 680, 486]
divider-6 [193, 484, 422, 485]
jds-body-4: ಕ್ಷೇತ್ರದ ಎಲ್ಲಾ ಗ್ರಾಮಗಳಿಗೆ ಅಗತ್ಯ ಮೂಲಸೌಕರ್ಯ ಕಲ್ಪಿಸಲಾಗುವುದು. ಕುಡಿಯುವ ನೀರು, ರಸ್ತೆ ಸೇರಿದಂತೆ ಎಲ್ಲ ಸಮಸ್ಯೆಗಳನ್ನು ಹಂತಹಂತವಾಗಿ ಬಗೆಹರಿಸಲಾಗುವುದು. ಸಭೆಯಲ್ಲಿ ಪಕ್ಷದ ಪದಾಧಿಕಾರಿಗಳು, ಮುಖಂಡರು ಮತ್ತು ಕಾರ್ಯಕರ್ತರು ಹಾಜರಿದ್ದರು. [694, 436, 818, 498]
divider-3 [8, 455, 178, 456]
brief-4-body [8, 480, 178, 532]
award-box-wrap [437, 346, 555, 517]
ekagrate-text-2: ಪ್ರಸಕ್ತ ಸಾಲಿನ 2025-26ನೇ ಸಾಲಿನ ಎಸ್ಎಸ್ಎಲ್‌ಸಿ ಪರೀಕ್ಷೆಯಲ್ಲಿ ಉತ್ತಮ ಫಲಿತಾಂಶ ಪಡೆದ ವಿದ್ಯಾರ್ಥಿಗಳಿಗೆ ಸನ್ಮಾನಿಸಲಾಯಿತು. ಶಿಕ್ಷಕರ ಮಾರ್ಗದರ್ಶನದಂತೆ ಪ್ರತಿದಿನ ವೇಳಾಪಟ್ಟಿ ಪ್ರಕಾರ ಓದಬೇಕು. ಪಠ್ಯದ ಜೊತೆಗೆ ಪಠ್ಯೇತರ ಚಟುವಟಿಕೆಗಳಲ್ಲೂ ತೊಡಗಿಸಿಕೊಳ್ಳಬೇಕು ಎಂದು ಸಲಹೆ ನೀಡಿದರು. ಕಾರ್ಯಕ್ರಮದಲ್ಲಿ ಮುಖ್ಯ ಶಿಕ್ಷಕರು, ಶಿಕ್ಷಕ ವೃಂದ, ಪೋಷಕರು ಹಾಜರಿದ್ದರು. [436, 630, 680, 681]
ekagrate-photo [559, 575, 679, 647]
accident-photo [437, 735, 525, 821]
abhinandana-body-2: ಜಿಲ್ಲೆಯಲ್ಲಿ ಕಳೆದ ಒಂದು ವರ್ಷದಿಂದ ಕಂದಾಯ ಇಲಾಖೆಯ ಡಿಜಿಟಲ್ ಸೇವೆಗಳ ಅನುಷ್ಠಾನದಲ್ಲಿ ಉತ್ತಮ ಸಾಧನೆ ಮಾಡಲಾಗಿದೆ. ತಂತ್ರಾಂಶದ ಮೂಲಕ ಸಾರ್ವಜನಿಕರಿಗೆ ಸುಲಭವಾಗಿ ದಾಖಲೆಗಳು ಲಭ್ಯವಾಗುತ್ತಿವೆ ಎಂದು ಅವರು ತಿಳಿಸಿದರು. [436, 133, 680, 164]
